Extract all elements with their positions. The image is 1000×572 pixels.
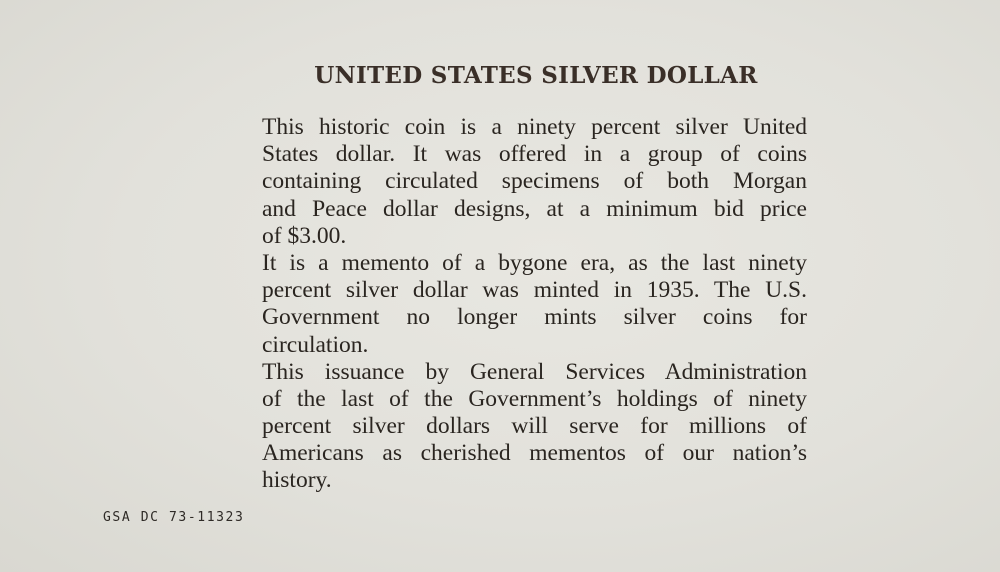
text-line: percent silver dollar was minted in 1935. The U.S. <box>262 277 807 304</box>
text-line: States dollar. It was offered in a group of coins <box>262 141 807 168</box>
text-line: percent silver dollars will serve for millions of <box>262 413 807 440</box>
paragraph-issuance <box>262 359 807 495</box>
text-line: containing circulated specimens of both Morgan <box>262 168 807 195</box>
text-line: circulation. <box>262 331 369 358</box>
text-line: and Peace dollar designs, at a minimum bid price <box>262 195 807 222</box>
text-line: Americans as cherished mementos of our nation’s <box>262 440 807 467</box>
text-line: of $3.00. <box>262 222 347 249</box>
text-line: of the last of the Government’s holdings of ninety <box>262 385 807 412</box>
text-line: It is a memento of a bygone era, as the last ninety <box>262 249 807 276</box>
text-line: history. <box>262 467 332 494</box>
text-line: This historic coin is a ninety percent silver United <box>262 114 807 140</box>
paragraph-memento <box>262 250 807 359</box>
text-line: This issuance by General Services Administration <box>262 358 807 385</box>
text-line: Government no longer mints silver coins for <box>262 304 807 331</box>
paragraph-coin-description <box>262 114 807 250</box>
card-body <box>262 114 807 495</box>
card-title: UNITED STATES SILVER DOLLAR <box>314 62 758 89</box>
document-code: GSA DC 73-11323 <box>103 510 245 525</box>
